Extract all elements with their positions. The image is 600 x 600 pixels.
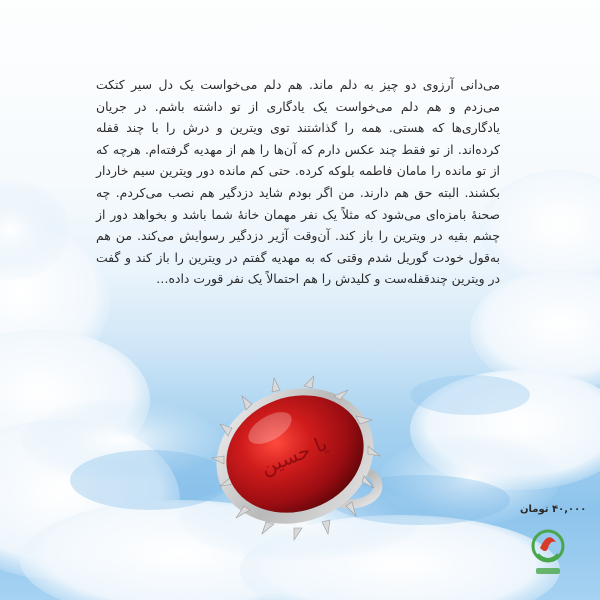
- agate-ring-image: [200, 358, 410, 548]
- ring-engraving: یا حسین: [257, 431, 331, 480]
- publisher-logo-icon: [528, 524, 568, 580]
- story-paragraph: می‌دانی آرزوی دو چیز به دلم ماند. هم دلم می‌خواست یک دل سیر کتکت می‌زدم و هم دلم می‌خواست یک یادگاری از تو داشته باشم. در جریان یادگاری‌ها که هستی. همه را گذاشتند توی ویترین و درش را با چند قفله کرده‌اند. از تو فقط چند عکس دارم که آن‌ها را هم از مهدیه گرفته‌ام. هرچه که از تو مانده را مامان فاطمه بلوکه کرده. حتی کم مانده دور ویترین سیم خاردار بکشند. البته حق هم دارند. من اگر بودم شاید دزدگیر هم نصب می‌کردم. چه صحنهٔ بامزه‌ای می‌شود که مثلاً یک نفر مهمان خانهٔ شما باشد و بخواهد دور از چشم بقیه در ویترین را باز کند. آن‌وقت آژیر دزدگیر رسوایش می‌کند. من هم به‌قول خودت گوریل شدم وقتی که به مهدیه گفتم در ویترین را باز کند و گفت در ویترین چندقفله‌ست و کلیدش را هم احتمالاً یک نفر قورت داده…: [96, 77, 500, 287]
- price-label: ۴۰,۰۰۰ تومان: [520, 504, 587, 515]
